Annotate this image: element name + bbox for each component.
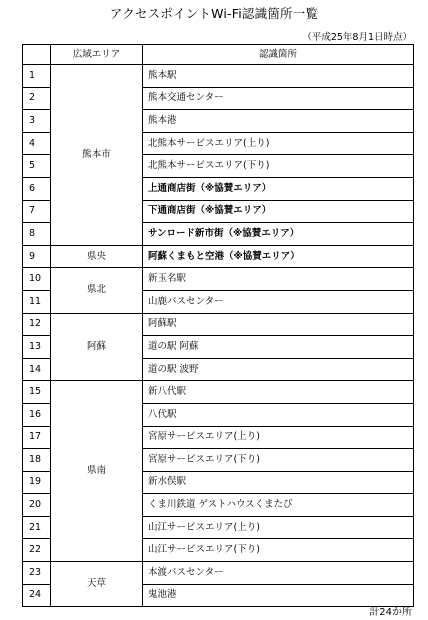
table-row: [23, 313, 414, 336]
row-number: 3: [23, 110, 51, 133]
place-cell: 北熊本サービスエリア(上り): [143, 132, 414, 155]
row-number: 1: [23, 65, 51, 88]
row-number: 16: [23, 403, 51, 426]
place-cell: 新水俣駅: [143, 471, 414, 494]
table-body: [23, 65, 414, 607]
place-cell: 新玉名駅: [143, 268, 414, 291]
place-cell: 阿蘇駅: [143, 313, 414, 336]
row-number: 18: [23, 449, 51, 472]
table-row: [23, 65, 414, 88]
place-cell: 宮原サービスエリア(下り): [143, 449, 414, 472]
table-row: [23, 268, 414, 291]
row-number: 5: [23, 155, 51, 178]
place-cell: 八代駅: [143, 403, 414, 426]
row-number: 2: [23, 87, 51, 110]
place-cell: 北熊本サービスエリア(下り): [143, 155, 414, 178]
place-cell: 鬼池港: [143, 584, 414, 607]
row-number: 12: [23, 313, 51, 336]
row-number: 22: [23, 539, 51, 562]
area-cell: 熊本市: [51, 65, 143, 246]
area-cell: 天草: [51, 562, 143, 607]
place-cell: 上通商店街（※協賛エリア）: [143, 177, 414, 200]
place-cell: 道の駅 波野: [143, 358, 414, 381]
table-row: [23, 562, 414, 585]
place-cell: 新八代駅: [143, 381, 414, 404]
row-number: 10: [23, 268, 51, 291]
as-of-date: （平成25年8月1日時点）: [302, 32, 412, 43]
row-number: 9: [23, 245, 51, 268]
row-number: 7: [23, 200, 51, 223]
place-cell: 宮原サービスエリア(上り): [143, 426, 414, 449]
place-cell: 本渡バスセンター: [143, 562, 414, 585]
row-number: 19: [23, 471, 51, 494]
row-number: 15: [23, 381, 51, 404]
row-number: 17: [23, 426, 51, 449]
place-cell: 道の駅 阿蘇: [143, 336, 414, 359]
header-area: 広域エリア: [51, 45, 143, 65]
row-number: 23: [23, 562, 51, 585]
place-cell: くま川鉄道 ゲストハウスくまたび: [143, 494, 414, 517]
row-number: 21: [23, 516, 51, 539]
row-number: 13: [23, 336, 51, 359]
place-cell: 阿蘇くまもと空港（※協賛エリア）: [143, 245, 414, 268]
row-number: 11: [23, 290, 51, 313]
area-cell: 県南: [51, 381, 143, 562]
row-number: 6: [23, 177, 51, 200]
place-cell: 熊本港: [143, 110, 414, 133]
row-number: 14: [23, 358, 51, 381]
row-number: 4: [23, 132, 51, 155]
place-cell: 山鹿バスセンター: [143, 290, 414, 313]
area-cell: 県北: [51, 268, 143, 313]
row-number: 20: [23, 494, 51, 517]
document-title: アクセスポイントWi-Fi認識箇所一覧: [109, 6, 319, 21]
place-cell: 山江サービスエリア(上り): [143, 516, 414, 539]
header-place: 認識箇所: [143, 45, 414, 65]
table-row: [23, 381, 414, 404]
place-cell: 下通商店街（※協賛エリア）: [143, 200, 414, 223]
table-header-row: [23, 45, 414, 65]
total-count: 計24か所: [369, 607, 412, 618]
row-number: 8: [23, 223, 51, 246]
table-row: [23, 245, 414, 268]
place-cell: 熊本交通センター: [143, 87, 414, 110]
place-cell: サンロード新市街（※協賛エリア）: [143, 223, 414, 246]
header-no: [23, 45, 51, 65]
place-cell: 熊本駅: [143, 65, 414, 88]
place-cell: 山江サービスエリア(下り): [143, 539, 414, 562]
wifi-location-table: [22, 44, 414, 607]
area-cell: 阿蘇: [51, 313, 143, 381]
area-cell: 県央: [51, 245, 143, 268]
row-number: 24: [23, 584, 51, 607]
